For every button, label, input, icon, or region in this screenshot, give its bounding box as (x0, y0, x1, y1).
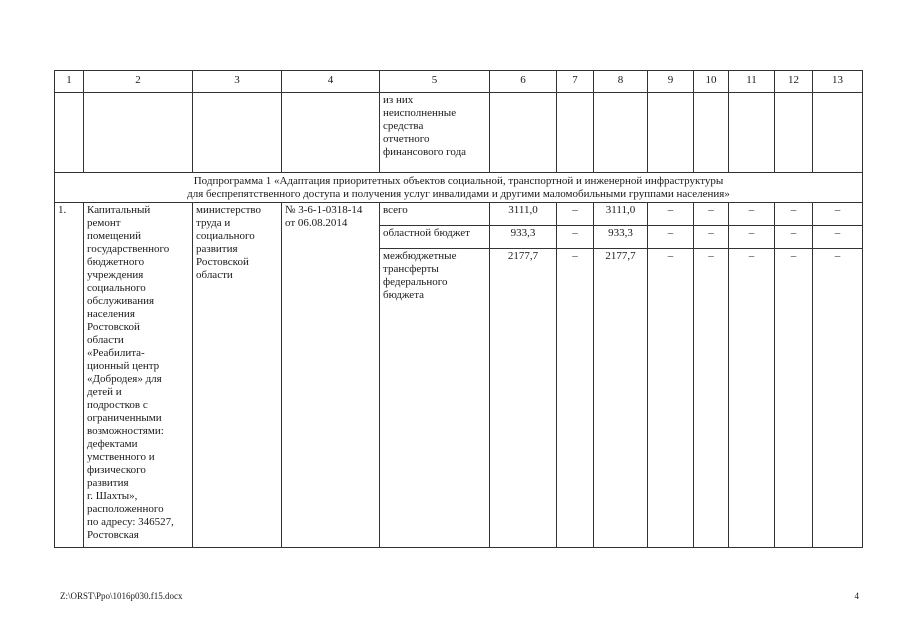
file-path: Z:\ORST\Ppo\1016p030.f15.docx (60, 591, 183, 601)
col-number: 2 (84, 71, 193, 93)
value-cell: 2177,7 (594, 249, 648, 548)
value-cell: – (557, 249, 594, 548)
value-cell: – (813, 203, 863, 226)
item-name: Капитальный ремонт помещений государственного бюджетного учреждения социального обслуживания населения Ростовской области «Реабилита- ционный центр «Добродея» для детей и подростков с ограниченными возможностями: дефектами умственного и физического развития г. Шахты», расположенного по адресу: 346527, Ростовская (84, 203, 193, 548)
value-cell: – (729, 226, 775, 249)
value-cell: – (694, 249, 729, 548)
value-cell: – (729, 249, 775, 548)
subprogram-title-line1: Подпрограмма 1 «Адаптация приоритетных объектов социальной, транспортной и инженерной инфраструктуры (193, 175, 724, 187)
value-cell: – (775, 226, 813, 249)
value-cell: 3111,0 (490, 203, 557, 226)
report-table (54, 70, 863, 548)
value-cell: – (648, 249, 694, 548)
value-cell: – (775, 249, 813, 548)
value-cell: – (694, 226, 729, 249)
value-cell: – (648, 203, 694, 226)
col-number: 13 (813, 71, 863, 93)
funding-source: межбюджетные трансферты федерального бюджета (380, 249, 490, 548)
subprogram-title-line2: для беспрепятственного доступа и получения услуг инвалидами и другими маломобильными группами населения» (187, 188, 730, 200)
value-cell: – (694, 203, 729, 226)
col-number: 8 (594, 71, 648, 93)
unspent-funds-cell: из них неисполненные средства отчетного финансового года (380, 93, 490, 173)
item-contract: № 3-6-1-0318-14 от 06.08.2014 (282, 203, 380, 548)
continuation-row (55, 93, 863, 173)
item-ministry: министерство труда и социального развития Ростовской области (193, 203, 282, 548)
value-cell: 933,3 (594, 226, 648, 249)
value-cell: 933,3 (490, 226, 557, 249)
funding-source: областной бюджет (380, 226, 490, 249)
col-number: 4 (282, 71, 380, 93)
item-number: 1. (55, 203, 84, 548)
value-cell: – (557, 226, 594, 249)
value-cell: 3111,0 (594, 203, 648, 226)
value-cell: – (648, 226, 694, 249)
value-cell: – (557, 203, 594, 226)
col-number: 5 (380, 71, 490, 93)
col-number: 3 (193, 71, 282, 93)
column-number-row (55, 71, 863, 93)
subprogram-row (55, 173, 863, 203)
value-cell: – (775, 203, 813, 226)
col-number: 7 (557, 71, 594, 93)
col-number: 1 (55, 71, 84, 93)
value-cell: 2177,7 (490, 249, 557, 548)
value-cell: – (813, 249, 863, 548)
page-number: 4 (854, 591, 859, 601)
value-cell: – (729, 203, 775, 226)
value-cell: – (813, 226, 863, 249)
col-number: 6 (490, 71, 557, 93)
col-number: 9 (648, 71, 694, 93)
col-number: 10 (694, 71, 729, 93)
funding-source: всего (380, 203, 490, 226)
item-row (55, 203, 863, 226)
col-number: 11 (729, 71, 775, 93)
col-number: 12 (775, 71, 813, 93)
